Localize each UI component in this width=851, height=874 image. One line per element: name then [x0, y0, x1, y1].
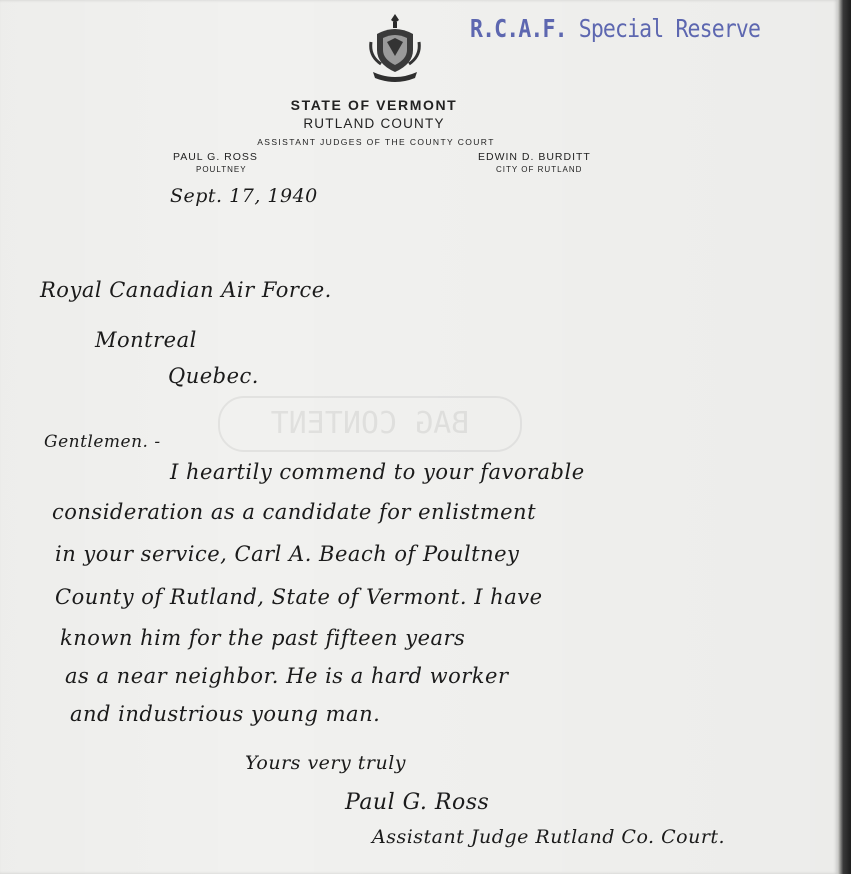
rcaf-stamp [470, 14, 761, 50]
letterhead-left-name: PAUL G. ROSS [173, 151, 258, 163]
body-line-1: I heartily commend to your favorable [170, 460, 585, 484]
letterhead-county: RUTLAND COUNTY [303, 116, 445, 131]
vermont-seal-icon [367, 12, 423, 84]
letterhead-state: STATE OF VERMONT [290, 97, 458, 113]
signer-title: Assistant Judge Rutland Co. Court. [372, 826, 726, 848]
body-line-3: in your service, Carl A. Beach of Poultney [55, 542, 520, 566]
signature: Paul G. Ross [345, 790, 490, 815]
faint-bleedthrough-stamp: BAG CONTENT [218, 396, 522, 452]
closing: Yours very truly [245, 752, 407, 774]
body-line-5: known him for the past fifteen years [60, 626, 466, 650]
letterhead-right-name: EDWIN D. BURDITT [478, 151, 591, 163]
body-line-6: as a near neighbor. He is a hard worker [65, 664, 509, 688]
salutation: Gentlemen. - [44, 432, 161, 452]
address-line-3: Quebec. [168, 364, 259, 388]
letterhead-left-place: POULTNEY [196, 165, 247, 174]
stamp-rest: Special Reserve [566, 14, 761, 43]
body-line-4: County of Rutland, State of Vermont. I have [55, 585, 543, 609]
letterhead-right-place: CITY OF RUTLAND [496, 165, 583, 174]
letterhead-subtitle: ASSISTANT JUDGES OF THE COUNTY COURT [257, 137, 495, 147]
address-line-1: Royal Canadian Air Force. [40, 278, 332, 302]
body-line-2: consideration as a candidate for enlistment [52, 500, 537, 524]
body-line-7: and industrious young man. [70, 702, 381, 726]
scan-edge [838, 0, 851, 874]
letter-date: Sept. 17, 1940 [170, 185, 318, 207]
stamp-bold: R.C.A.F. [470, 14, 567, 43]
address-line-2: Montreal [95, 328, 197, 352]
